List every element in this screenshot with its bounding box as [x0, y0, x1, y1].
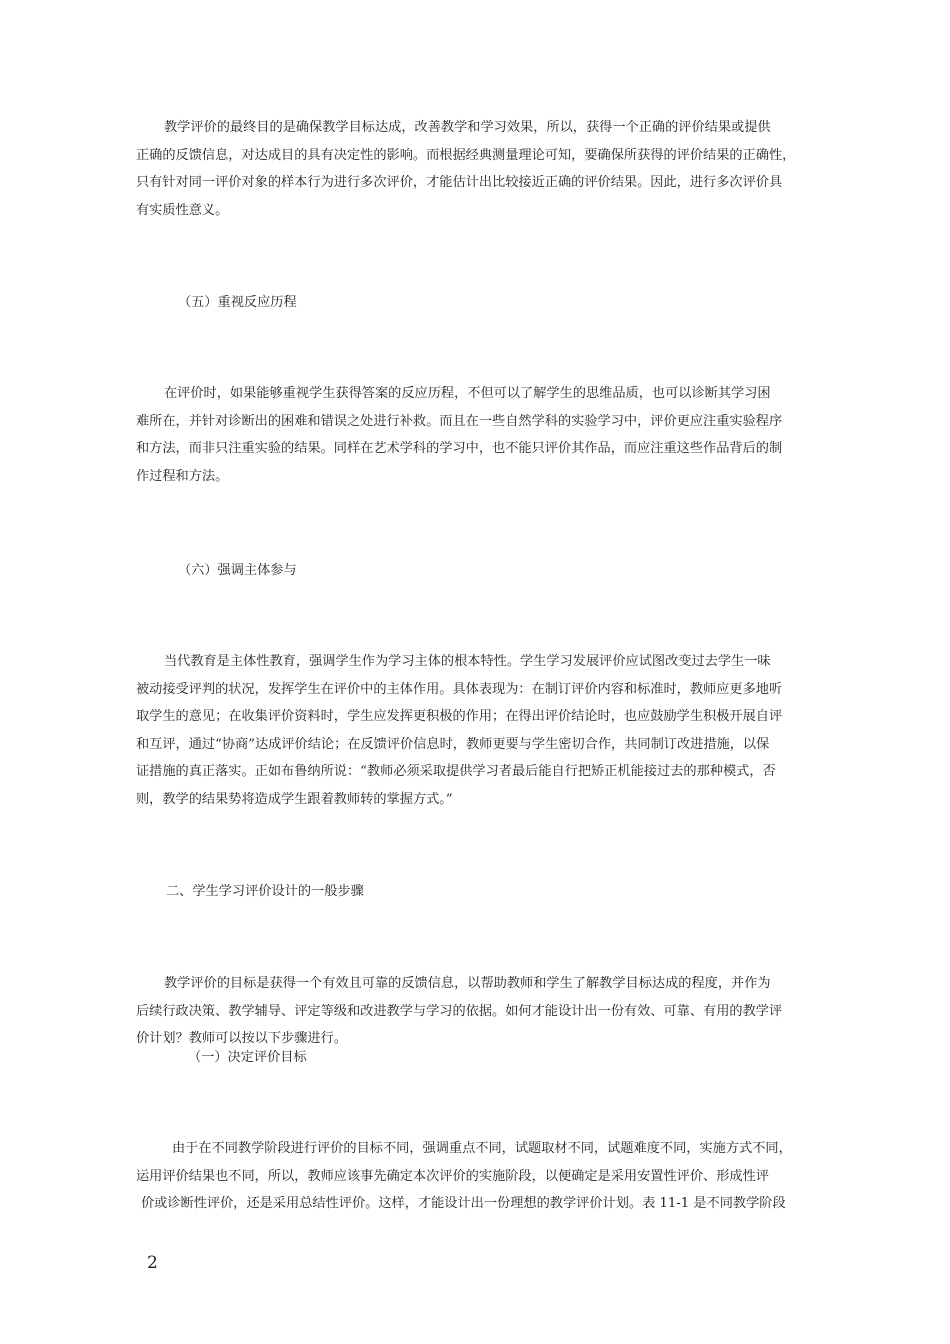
paragraph-line: 只有针对同一评价对象的样本行为进行多次评价，才能估计出比较接近正确的评价结果。因此，进行多次评价具	[136, 175, 783, 190]
paragraph-evaluation-stage	[136, 1135, 826, 1218]
paragraph-line: 价或诊断性评价，还是采用总结性评价。这样，才能设计出一份理想的教学评价计划。表 11-1 是不同教学阶段	[141, 1196, 786, 1211]
paragraph-line: 教学评价的最终目的是确保教学目标达成，改善教学和学习效果，所以，获得一个正确的评价结果或提供	[164, 120, 771, 135]
paragraph-line: 后续行政决策、教学辅导、评定等级和改进教学与学习的依据。如何才能设计出一份有效、可靠、有用的教学评	[136, 1003, 783, 1019]
heading-design-steps: 二、学生学习评价设计的一般步骤	[166, 884, 364, 899]
paragraph-line: 由于在不同教学阶段进行评价的目标不同，强调重点不同，试题取材不同，试题难度不同，实施方式不同，	[172, 1141, 792, 1156]
paragraph-line: 难所在，并针对诊断出的困难和错误之处进行补救。而且在一些自然学科的实验学习中，评价更应注重实验程序	[136, 413, 783, 429]
paragraph-line: 运用评价结果也不同，所以，教师应该事先确定本次评价的实施阶段，以便确定是采用安置性评价、形成性评	[136, 1168, 769, 1184]
paragraph-reaction-process	[136, 380, 826, 490]
paragraph-evaluation-goal	[136, 970, 826, 1053]
page-number: 2	[147, 1253, 158, 1273]
paragraph-line: 价计划？教师可以按以下步骤进行。	[136, 1031, 347, 1046]
paragraph-line: 被动接受评判的状况，发挥学生在评价中的主体作用。具体表现为：在制订评价内容和标准时，教师应更多地听	[136, 681, 783, 697]
heading-reaction-process: （五）重视反应历程	[178, 295, 297, 310]
paragraph-line: 作过程和方法。	[136, 468, 229, 484]
paragraph-line: 证措施的真正落实。正如布鲁纳所说：“教师必须采取提供学习者最后能自行把矫正机能接过去的那种模式，否	[136, 764, 776, 779]
heading-subject-participation: （六）强调主体参与	[178, 563, 297, 578]
paragraph-line: 当代教育是主体性教育，强调学生作为学习主体的根本特性。学生学习发展评价应试图改变过去学生一味	[164, 654, 771, 669]
paragraph-line: 在评价时，如果能够重视学生获得答案的反应历程，不但可以了解学生的思维品质，也可以诊断其学习困	[164, 386, 771, 401]
paragraph-line: 和互评，通过“协商”达成评价结论；在反馈评价信息时，教师更要与学生密切合作，共同制订改进措施，以保	[136, 736, 770, 752]
paragraph-line: 教学评价的目标是获得一个有效且可靠的反馈信息，以帮助教师和学生了解教学目标达成的程度，并作为	[164, 976, 771, 991]
paragraph-line: 则，教学的结果势将造成学生跟着教师转的掌握方式。”	[136, 791, 453, 807]
paragraph-line: 正确的反馈信息，对达成目的具有决定性的影响。而根据经典测量理论可知，要确保所获得的评价结果的正确性，	[136, 147, 796, 163]
paragraph-subject-participation	[136, 648, 826, 813]
paragraph-line: 取学生的意见；在收集评价资料时，学生应发挥更积极的作用；在得出评价结论时，也应鼓励学生积极开展自评	[136, 709, 783, 724]
heading-determine-goal: （一）决定评价目标	[188, 1050, 307, 1065]
paragraph-multiple-evaluation	[136, 114, 826, 224]
paragraph-line: 和方法，而非只注重实验的结果。同样在艺术学科的学习中，也不能只评价其作品，而应注重这些作品背后的制	[136, 441, 783, 456]
paragraph-line: 有实质性意义。	[136, 202, 229, 218]
